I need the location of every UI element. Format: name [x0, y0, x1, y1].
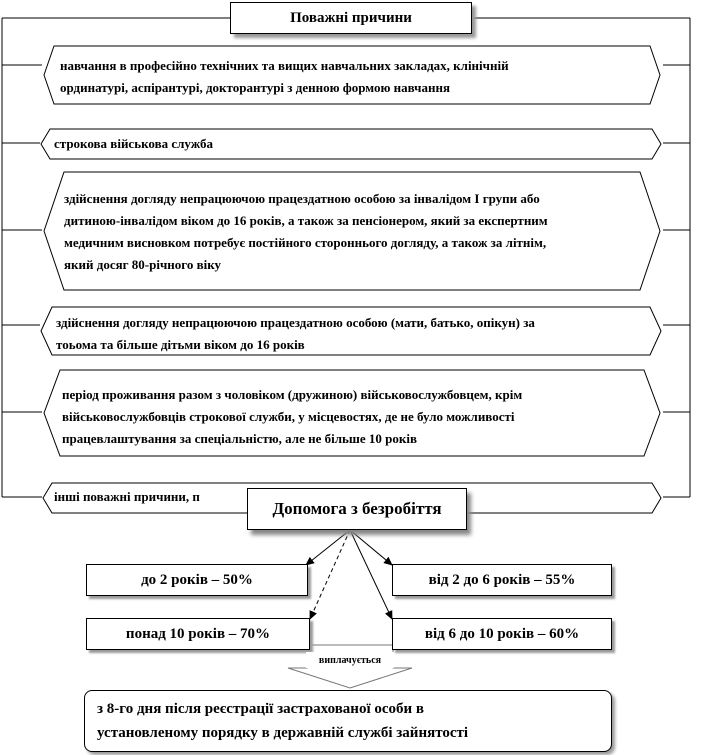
reason-item-care-disabled — [42, 170, 662, 292]
reason-line: медичним висновком потребує постійного стороннього догляду, а також за літнім, — [64, 235, 547, 250]
reason-item-military-spouse — [42, 368, 662, 458]
reason-item-care-children — [40, 306, 662, 356]
payment-start-line: з 8-го дня після реєстрації застрахованої особи в — [97, 701, 425, 717]
reason-line: який досяг 80-річного віку — [64, 257, 222, 272]
reason-line: період проживання разом з чоловіком (дружиною) військовослужбовцем, крім — [62, 387, 523, 402]
reason-item-study — [42, 44, 662, 106]
reason-line: здійснення догляду непрацюючою працездатною особою (мати, батько, опікун) за — [56, 315, 535, 330]
unemployment-help-title: Допомога з безробіття — [247, 488, 467, 530]
reason-line: військовослужбовців строкової служби, у місцевостях, де не було можливості — [62, 409, 515, 424]
reason-line: строкова військова служба — [54, 136, 213, 151]
rate-over-10-years: понад 10 років – 70% — [86, 618, 310, 650]
reason-line: інші поважні причини, п — [54, 489, 200, 504]
rate-up-to-2-years: до 2 років – 50% — [86, 564, 308, 596]
rate-6-to-10-years: від 6 до 10 років – 60% — [392, 618, 612, 650]
reason-line: ординатурі, аспірантурі, докторантурі з денною формою навчання — [60, 80, 451, 95]
rate-2-to-6-years: від 2 до 6 років – 55% — [392, 564, 612, 596]
payment-start-box — [84, 690, 612, 752]
reason-line: навчання в професійно технічних та вищих навчальних закладах, клінічній — [60, 58, 509, 73]
reason-line: працевлаштування за спеціальністю, але не більше 10 років — [62, 431, 417, 446]
reason-line: дитиною-інвалідом віком до 16 років, а також за пенсіонером, який за експертним — [64, 213, 548, 228]
payment-start-line: установленому порядку в державній службі зайнятості — [97, 725, 469, 741]
reasons-title: Поважні причини — [230, 2, 472, 34]
paid-label: виплачується — [306, 652, 394, 668]
reason-item-military-service — [40, 128, 662, 160]
reason-line: здійснення догляду непрацюючою працездатною особою за інвалідом I групи або — [64, 191, 540, 206]
reason-line: тоьома та більше дітьми віком до 16 років — [56, 337, 305, 352]
